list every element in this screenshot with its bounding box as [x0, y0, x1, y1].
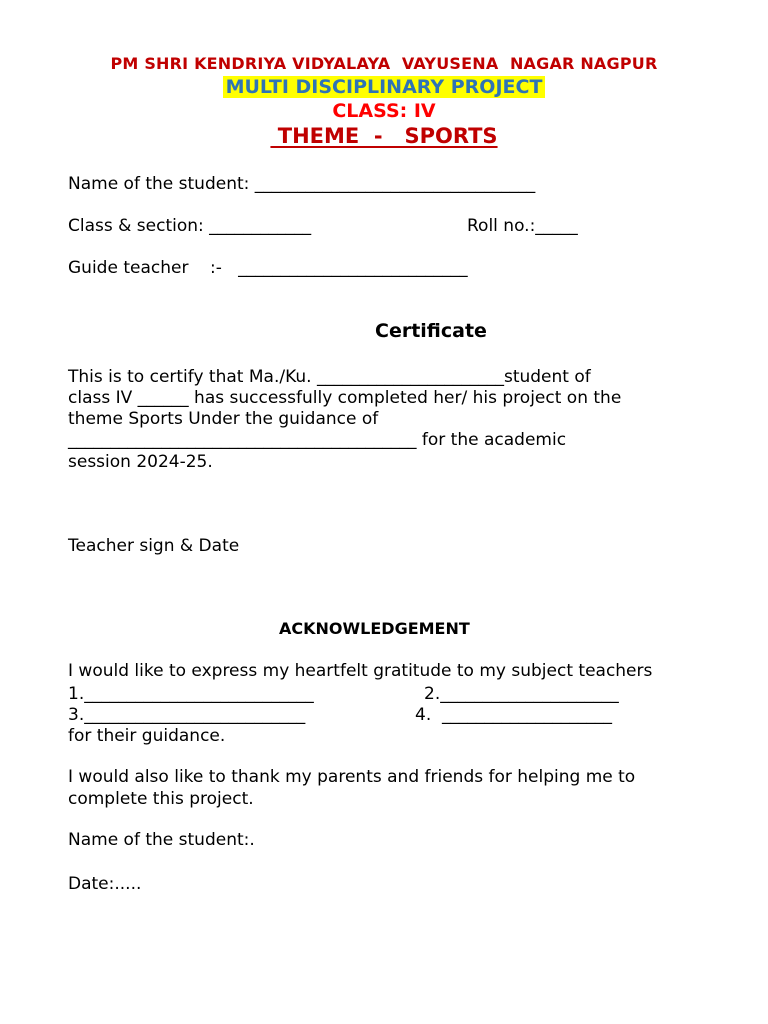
teacher-blank-4: 4. ____________________	[415, 705, 613, 725]
guide-teacher-field: Guide teacher :- ___________________________	[68, 258, 468, 278]
class-section-field: Class & section: ____________	[68, 216, 312, 236]
certificate-line-2: class IV ______ has successfully completed her/ his project on the	[68, 388, 622, 408]
acknowledgement-title: ACKNOWLEDGEMENT	[279, 619, 470, 638]
certificate-line-3: theme Sports Under the guidance of	[68, 409, 379, 429]
certificate-line-1: This is to certify that Ma./Ku. ______________________student of	[68, 367, 591, 387]
date-line: Date:.....	[68, 874, 142, 894]
thanks-line-1: I would also like to thank my parents and friends for helping me to	[68, 767, 636, 787]
certificate-line-4: _________________________________________ for the academic	[68, 430, 567, 450]
teacher-blank-3: 3.__________________________	[68, 705, 306, 725]
class-heading: CLASS: IV	[332, 100, 436, 122]
guidance-line: for their guidance.	[68, 726, 226, 746]
teacher-blank-2: 2._____________________	[424, 684, 619, 704]
school-name: PM SHRI KENDRIYA VIDYALAYA VAYUSENA NAGAR NAGPUR	[110, 54, 658, 73]
certificate-title: Certificate	[375, 320, 487, 342]
student-name-field: Name of the student: _________________________________	[68, 174, 536, 194]
project-title-text: MULTI DISCIPLINARY PROJECT	[223, 76, 546, 98]
thanks-line-2: complete this project.	[68, 789, 254, 809]
certificate-line-5: session 2024-25.	[68, 452, 213, 472]
roll-no-field: Roll no.:_____	[467, 216, 578, 236]
teacher-sign-date: Teacher sign & Date	[68, 536, 240, 556]
project-title	[0, 76, 768, 98]
theme-heading: THEME - SPORTS	[270, 124, 498, 148]
teacher-blank-1: 1.___________________________	[68, 684, 314, 704]
acknowledgement-intro: I would like to express my heartfelt gratitude to my subject teachers	[68, 661, 653, 681]
student-name-line: Name of the student:.	[68, 830, 255, 850]
